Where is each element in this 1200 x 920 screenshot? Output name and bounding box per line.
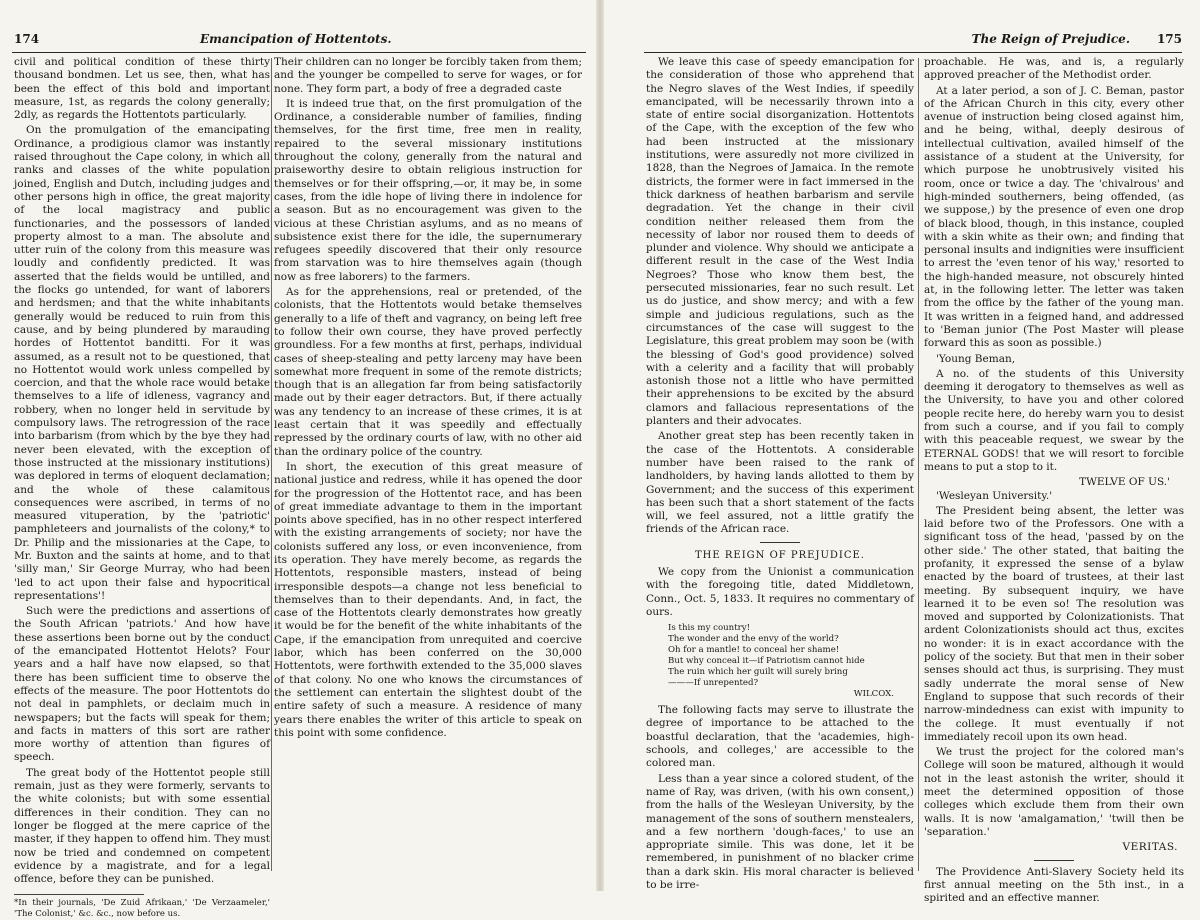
paragraph: Another great step has been recently taken in the case of the Hottentots. A considerable number have been raised to the rank of landholders, by having lands allotted to them by Government; and the success of this experiment has been such that a short statement of the facts will, we feel assured, not a little gratify the friends of the African race. bbox=[646, 430, 914, 536]
left-column-2 bbox=[274, 56, 582, 875]
poem-line: But why conceal it—if Patriotism cannot hide bbox=[668, 656, 865, 667]
paragraph: In short, the execution of this great measure of national justice and redress, while it has opened the door for the progression of the Hottentot race, and has been of great immediate advantage to them in the important points above specified, has in no other respect interfered with the existing arrangements of society; nor have the colonists suffered any loss, or even inconvenience, from its operation. They have merely become, as regards the Hottentots, responsible masters, instead of being irresponsible despots—a change not less beneficial to themselves than to their dependants. And, in fact, the case of the Hottentots clearly demonstrates how greatly it would be for the benefit of the white inhabitants of the Cape, if the emancipation from unrequited and coercive labor, which has been conferred on the 30,000 Hottentots, were forthwith extended to the 35,000 slaves of that colony. No one who knows the circumstances of the settlement can entertain the slightest doubt of the entire safety of such a measure. A residence of many years there enables the writer of this article to speak on this point with some confidence. bbox=[274, 460, 582, 739]
poem-epigraph bbox=[668, 623, 914, 700]
right-column-divider bbox=[918, 58, 919, 871]
poem-attribution: WILCOX. bbox=[853, 689, 894, 700]
left-page-number: 174 bbox=[14, 32, 40, 46]
poem-line: The wonder and the envy of the world? bbox=[668, 634, 839, 645]
poem-line: The ruin which her guilt will surely bring bbox=[668, 667, 848, 678]
left-column-divider bbox=[271, 58, 272, 871]
poem-line: Oh for a mantle! to conceal her shame! bbox=[668, 645, 840, 656]
letter-place: 'Wesleyan University.' bbox=[936, 489, 1053, 502]
left-column-1 bbox=[14, 56, 270, 920]
right-running-head bbox=[602, 32, 1200, 52]
left-running-head bbox=[0, 32, 598, 52]
paragraph: The President being absent, the letter was laid before two of the Professors. One with a significant toss of the head, 'passed by on the other side.' The other stated, that baiting the profanity, it expressed the sense of a bylaw enacted by the board of trustees, at their last meeting. By subsequent inquiry, we have learned it to be even so! The resolution was moved and supported by Colonizationists. That ardent Colonizationists should act thus, excites no wonder: it is in exact accordance with the policy of the society. But that men in their sober senses should act thus, is surprising. They must sadly underrate the moral sense of New England to suppose that such records of their narrow-mindedness can exist with impunity to the college. It must eventually if not immediately recoil upon its own head. bbox=[924, 504, 1184, 743]
paragraph: civil and political condition of these thirty thousand bondmen. Let us see, then, what has been the effect of this bold and important measure, 1st, as regards the colony generally; 2dly, as regards the Hottentots particularly. bbox=[14, 56, 270, 122]
paragraph: The Providence Anti-Slavery Society held its first annual meeting on the 5th inst., in a spirited and an effective manner. bbox=[924, 865, 1184, 905]
left-header-rule bbox=[12, 52, 586, 53]
footnote-text: *In their journals, 'De Zuid Afrikaan,' 'De Verzaameler,' 'The Colonist,' &c. &c., now before us. bbox=[14, 898, 270, 920]
letter-body: A no. of the students of this University deeming it derogatory to themselves as well as the University, to have you and other colored people recite here, do hereby warn you to desist from such a course, and if you fail to comply with this peaceable request, we swear by the ETERNAL GODS! that we will resort to forcible means to put a stop to it. bbox=[924, 367, 1184, 473]
paragraph: The great body of the Hottentot people still remain, just as they were formerly, servants to the white colonists; but with some essential differences in their condition. They can no longer be flogged at the mere caprice of the master, if they happen to offend him. They must now be tried and condemned on competent evidence by a magistrate, and for a legal offence, before they can be punished. bbox=[14, 766, 270, 886]
poem-line: Is this my country! bbox=[668, 623, 751, 634]
left-running-title: Emancipation of Hottentots. bbox=[200, 32, 392, 46]
paragraph: Their children can no longer be forcibly taken from them; and the younger be compelled to serve for wages, or for none. They form part, a body of free a degraded caste bbox=[274, 56, 582, 95]
left-page bbox=[0, 0, 598, 920]
paragraph: It is indeed true that, on the first promulgation of the Ordinance, a considerable number of families, finding themselves, for the first time, free men in reality, repaired to the several missionary institutions throughout the colony, generally from the natural and praiseworthy desire to obtain religious instruction for themselves or for their offspring,—or, it may be, in some cases, from the idle hope of living there in indolence for a season. But as no encouragement was given to the vicious at these Christian asylums, and as no means of subsistence exist there for the idle, the supernumerary refugees speedily discovered that their only resource from starvation was to hire themselves again (though now as free laborers) to the farmers. bbox=[274, 97, 582, 283]
paragraph: We leave this case of speedy emancipation for the consideration of those who apprehend that the Negro slaves of the West Indies, if speedily emancipated, will be necessarily thrown into a state of entire social disorganization. Hottentots of the Cape, with the exception of the few who had been instructed at the missionary institutions, were assuredly not more civilized in 1828, than the Negroes of Jamaica. In the remote districts, the former were in fact immersed in the thick darkness of heathen barbarism and servile degradation. Yet the change in their civil condition neither released them from the necessity of labor nor roused them to deeds of plunder and violence. Why should we anticipate a different result in the case of the West India Negroes? Those who know them best, the persecuted missionaries, fear no such result. Let us do justice, and show mercy; and with a few simple and judicious regulations, such as the circumstances of the case will suggest to the Legislature, this great problem may soon be (with the blessing of God's good providence) solved with a celerity and a facility that will probably astonish those not a little who have permitted their apprehensions to be excited by the absurd clamors and fallacious representations of the planters and their advocates. bbox=[646, 56, 914, 428]
footnote bbox=[14, 894, 270, 920]
paragraph: On the promulgation of the emancipating Ordinance, a prodigious clamor was instantly raised throughout the Cape colony, in which all ranks and classes of the white population joined, English and Dutch, including judges and other persons high in office, the great majority of the local magistracy and public functionaries, and the possessors of landed property almost to a man. The absolute and utter ruin of the colony from this measure was loudly and confidently predicted. It was asserted that the fields would be untilled, and the flocks go untended, for want of laborers and herdsmen; and that the white inhabitants generally would be reduced to ruin from this cause, and by being plundered by marauding hordes of Hottentot banditti. For it was assumed, as a result not to be questioned, that no Hottentot would work unless compelled by coercion, and that the whole race would betake themselves to a life of idleness, vagrancy and robbery, when no longer held in servitude by compulsory laws. The retrogression of the race into barbarism (from which by the bye they had never been elevated, with the exception of those instructed at the missionary institutions) was deplored in terms of eloquent declamation; and the whole of these calamitous consequences were ascribed, in terms of no measured vituperation, by the 'patriotic' pamphleteers and journalists of the colony,* to Dr. Philip and the missionaries at the Cape, to Mr. Buxton and the saints at home, and to that 'silly man,' Sir George Murray, who had been 'led to act upon their false and hypocritical representations'! bbox=[14, 124, 270, 602]
right-running-title: The Reign of Prejudice. bbox=[971, 32, 1130, 46]
letter-signature: TWELVE OF US.' bbox=[1079, 476, 1170, 489]
paragraph: Less than a year since a colored student, of the name of Ray, was driven, (with his own consent,) from the halls of the Wesleyan University, by the management of the sons of southern menstealers, and a few northern 'dough-faces,' to use an appropriate simile. This was done, let it be remembered, in punishment of no blacker crime than a dark skin. His moral character is believed to be irre- bbox=[646, 772, 914, 892]
right-page bbox=[602, 0, 1200, 905]
right-page-number: 175 bbox=[1156, 32, 1182, 46]
paragraph: The following facts may serve to illustrate the degree of importance to be attached to the boastful declaration, that the 'academies, high-schools, and colleges,' are accessible to the colored man. bbox=[646, 704, 914, 770]
paragraph: We trust the project for the colored man's College will soon be matured, although it would not in the least astonish the writer, should it meet the determined opposition of those colleges which exclude them from their own walls. It is now 'amalgamation,' 'twill then be 'separation.' bbox=[924, 746, 1184, 838]
section-title: THE REIGN OF PREJUDICE. bbox=[695, 549, 865, 561]
letter-salutation: 'Young Beman, bbox=[936, 352, 1016, 365]
section-divider bbox=[1034, 860, 1074, 861]
paragraph: proachable. He was, and is, a regularly approved preacher of the Methodist order. bbox=[924, 56, 1184, 82]
paragraph: As for the apprehensions, real or pretended, of the colonists, that the Hottentots would betake themselves generally to a life of theft and vagrancy, on being left free to follow their own course, they have proved perfectly groundless. For a few months at first, perhaps, individual cases of sheep-stealing and petty larceny may have been somewhat more frequent in some of the remote districts; though that is an allegation far from being satisfactorily made out by their eager detractors. But, if there actually was any tendency to an increase of these crimes, it is at least certain that it was speedily and effectually repressed by the ordinary courts of law, with no other aid than the ordinary police of the country. bbox=[274, 286, 583, 458]
paragraph: At a later period, a son of J. C. Beman, pastor of the African Church in this city, every other avenue of instruction being closed against him, and he being, withal, deeply desirous of intellectual cultivation, availed himself of the assistance of a student at the University, for which purpose he unobtrusively visited his room, once or twice a day. The 'chivalrous' and high-minded southerners, being offended, (as we suppose,) by the presence of even one drop of black blood, though, in this instance, coupled with a skin white as their own; and finding that personal insults and indignities were insufficient to arrest the 'even tenor of his way,' resorted to the high-handed measure, not obscurely hinted at, in the following letter. The letter was taken from the office by the father of the young man. It was written in a feigned hand, and addressed to 'Beman junior (The Post Master will please forward this as soon as possible.) bbox=[924, 84, 1184, 350]
right-column-2 bbox=[924, 56, 1184, 905]
right-header-rule bbox=[644, 52, 1182, 53]
signature-veritas: VERITAS. bbox=[1122, 841, 1178, 854]
right-column-1 bbox=[646, 56, 914, 892]
paragraph: We copy from the Unionist a communication with the foregoing title, dated Middletown, Conn., Oct. 5, 1833. It requires no commentary of ours. bbox=[646, 565, 914, 618]
paragraph: Such were the predictions and assertions of the South African 'patriots.' And how have these assertions been borne out by the conduct of the emancipated Hottentot Helots? Four years and a half have now elapsed, so that there has been sufficient time to observe the effects of the measure. The poor Hottentots do not deal in pamphlets, or declaim much in newspapers; but the facts will speak for them; and facts in matters of this sort are rather more worthy of attention than figures of speech. bbox=[14, 605, 270, 764]
poem-line: ———If unrepented? bbox=[668, 678, 759, 689]
section-divider bbox=[760, 542, 800, 543]
